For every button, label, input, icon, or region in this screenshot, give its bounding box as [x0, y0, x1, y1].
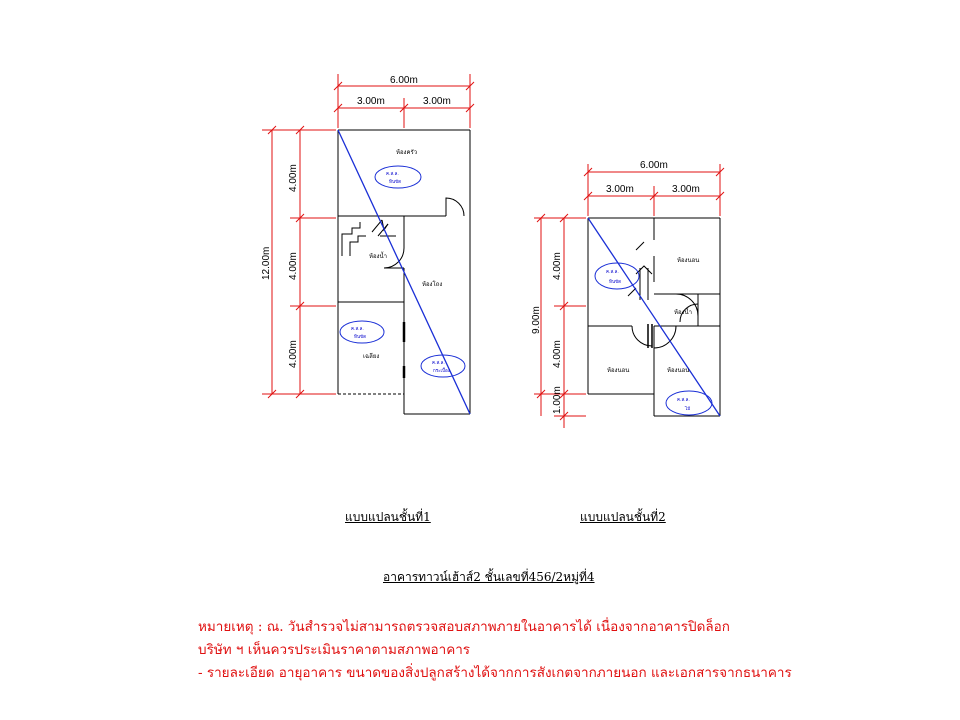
floor1-room-parking: เฉลียง [363, 353, 380, 360]
floor1-tag-living [421, 355, 465, 377]
tag-line-2: หินขัด [354, 335, 367, 340]
tag-line-1: ค.ส.ล. [351, 327, 364, 332]
floor1-doors [384, 198, 464, 378]
tag-line-2: กระเบื้อง [433, 369, 450, 374]
remarks-block [198, 616, 792, 685]
floor2-room-bed-bottom-left: ห้องนอน [607, 367, 630, 374]
floor1-row-bottom-label: 4.00m [288, 340, 299, 368]
remark-line-1: หมายเหตุ : ณ. วันสำรวจไม่สามารถตรวจสอบสภาพภายในอาคารได้ เนื่องจากอาคารปิดล็อก [198, 619, 730, 635]
floor1-room-kitchen: ห้องครัว [396, 149, 418, 156]
floor1-depth-dimensions [262, 126, 336, 398]
floor1-room-living: ห้องโถง [422, 281, 443, 288]
floor2-right-width-label: 3.00m [672, 184, 700, 195]
tag-line-2: ไม้ [685, 407, 691, 412]
remark-line-3: - รายละเอียด อายุอาคาร ขนาดของสิ่งปลูกสร้างได้จากการสังเกตจากภายนอก และเอกสารจากธนาคาร [198, 665, 792, 681]
floor2-room-bathroom: ห้องน้ำ [674, 309, 692, 316]
floor1-row-top-label: 4.00m [288, 164, 299, 192]
tag-line-2: หินขัด [389, 180, 402, 185]
floor2-width-dimensions [584, 164, 724, 216]
floor2-plan [531, 160, 724, 428]
floor2-row-bottom-label: 1.00m [552, 386, 563, 414]
floor1-tag-kitchen [375, 166, 421, 188]
floor1-room-bathroom: ห้องน้ำ [369, 253, 387, 260]
floor2-row-top-label: 4.00m [552, 252, 563, 280]
floor2-tag-stair [595, 263, 639, 289]
tag-line-1: ค.ส.ล. [432, 361, 445, 366]
floor2-tag-bed [666, 391, 712, 415]
tag-line-1: ค.ส.ล. [677, 398, 690, 403]
floor2-room-bed-bottom-right: ห้องนอน [667, 367, 690, 374]
floor2-total-width-label: 6.00m [640, 160, 668, 171]
floor2-row-middle-label: 4.00m [552, 340, 563, 368]
floor1-caption: แบบแปลนชั้นที่1 [345, 510, 431, 524]
floor2-caption: แบบแปลนชั้นที่2 [580, 510, 666, 524]
tag-line-2: หินขัด [609, 280, 622, 285]
floor1-right-width-label: 3.00m [423, 96, 451, 107]
tag-line-1: ค.ส.ล. [386, 172, 399, 177]
floor1-total-depth-label: 12.00m [261, 246, 272, 280]
floor2-total-depth-label: 9.00m [531, 306, 542, 334]
floor2-room-bed-top-right: ห้องนอน [677, 257, 700, 264]
floor1-left-width-label: 3.00m [357, 96, 385, 107]
floor2-stair [628, 242, 652, 300]
floor2-doors [632, 294, 698, 348]
floor1-total-width-label: 6.00m [390, 75, 418, 86]
floor2-left-width-label: 3.00m [606, 184, 634, 195]
tag-line-1: ค.ส.ล. [606, 270, 619, 275]
floor1-tag-parking [340, 321, 384, 343]
floor1-row-middle-label: 4.00m [288, 252, 299, 280]
remark-line-2: บริษัท ฯ เห็นควรประเมินราคาตามสภาพอาคาร [198, 642, 471, 658]
floor1-plan [261, 74, 474, 414]
building-caption: อาคารทาวน์เฮ้าส์2 ชั้นเลขที่456/2หมู่ที่4 [383, 570, 595, 584]
